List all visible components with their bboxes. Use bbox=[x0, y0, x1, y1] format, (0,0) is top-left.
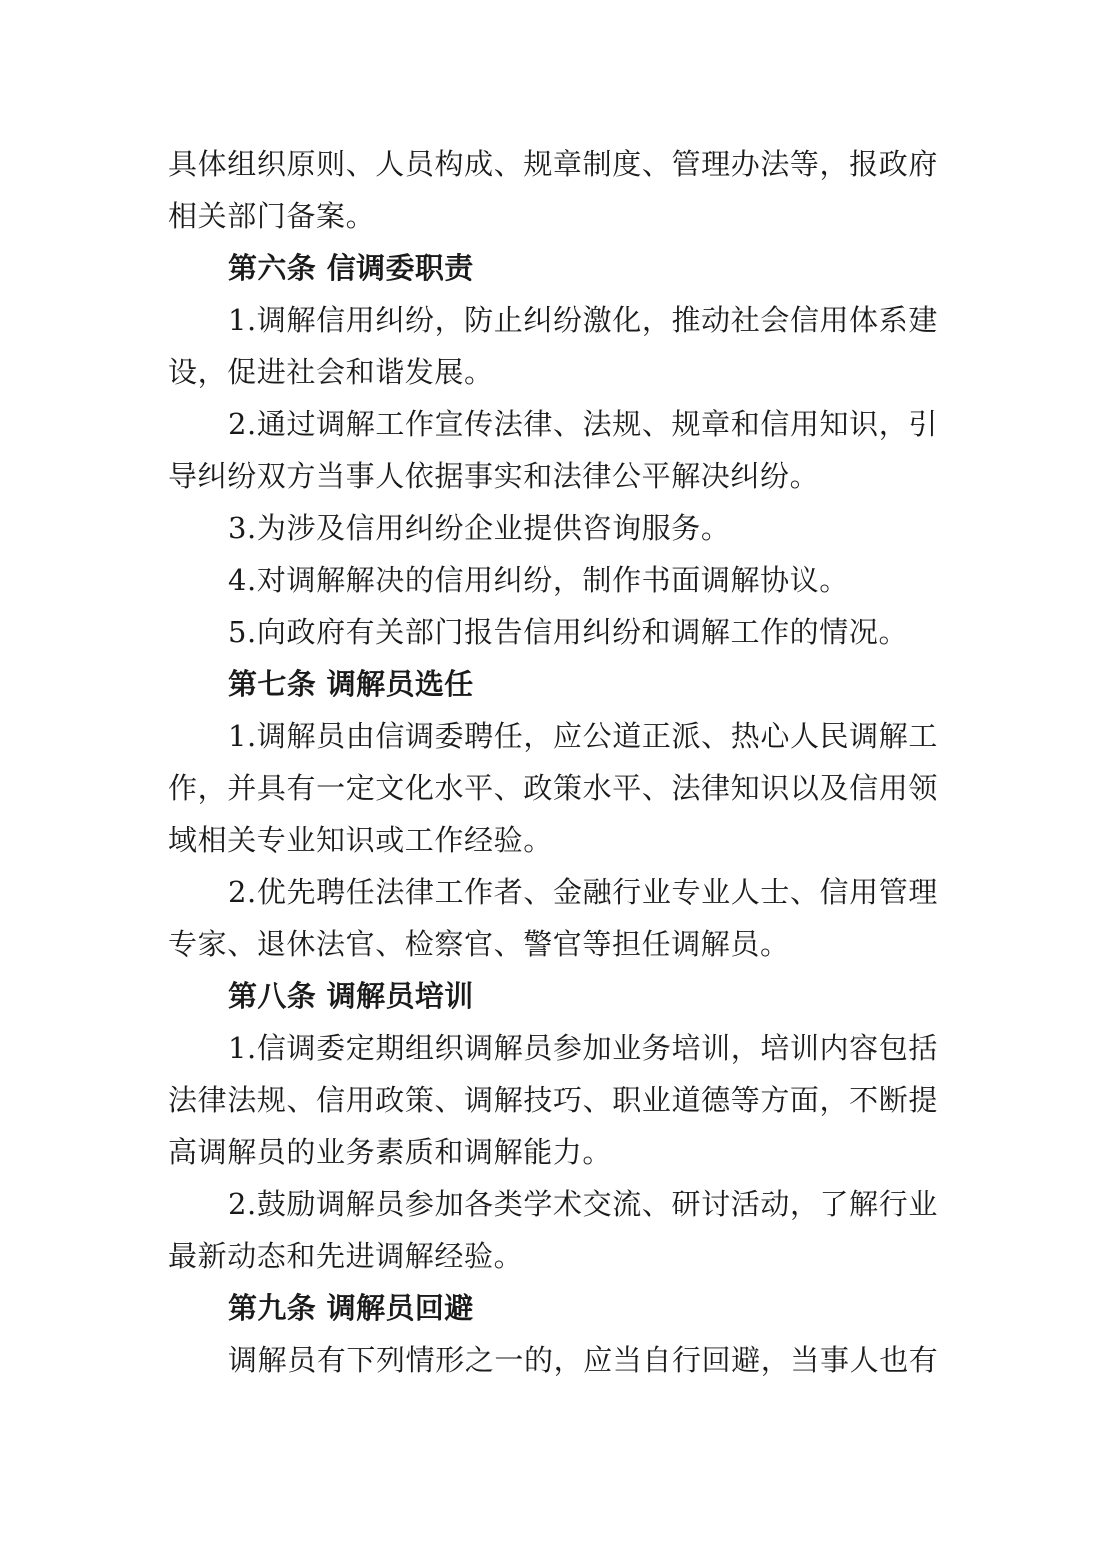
paragraph-line: 1.调解员由信调委聘任，应公道正派、热心人民调解工 bbox=[228, 719, 938, 753]
paragraph-line: 3.为涉及信用纠纷企业提供咨询服务。 bbox=[228, 511, 731, 545]
paragraph-line: 调解员有下列情形之一的，应当自行回避，当事人也有 bbox=[228, 1343, 939, 1377]
paragraph-line: 作，并具有一定文化水平、政策水平、法律知识以及信用领 bbox=[168, 771, 938, 805]
paragraph-line: 最新动态和先进调解经验。 bbox=[168, 1239, 524, 1273]
paragraph-line: 2.鼓励调解员参加各类学术交流、研讨活动，了解行业 bbox=[228, 1187, 938, 1221]
article-heading: 第九条 调解员回避 bbox=[228, 1291, 474, 1325]
paragraph-line: 专家、退休法官、检察官、警官等担任调解员。 bbox=[168, 927, 790, 961]
article-heading: 第七条 调解员选任 bbox=[228, 667, 474, 701]
paragraph-line: 2.优先聘任法律工作者、金融行业专业人士、信用管理 bbox=[228, 875, 938, 909]
paragraph-line: 高调解员的业务素质和调解能力。 bbox=[168, 1135, 613, 1169]
paragraph-line: 2.通过调解工作宣传法律、法规、规章和信用知识，引 bbox=[228, 407, 938, 441]
paragraph-line: 5.向政府有关部门报告信用纠纷和调解工作的情况。 bbox=[228, 615, 909, 649]
article-heading: 第六条 信调委职责 bbox=[228, 251, 474, 285]
paragraph-line: 设，促进社会和谐发展。 bbox=[168, 355, 494, 389]
paragraph-line: 相关部门备案。 bbox=[168, 199, 376, 233]
paragraph-line: 1.调解信用纠纷，防止纠纷激化，推动社会信用体系建 bbox=[228, 303, 938, 337]
paragraph-line: 法律法规、信用政策、调解技巧、职业道德等方面，不断提 bbox=[168, 1083, 938, 1117]
paragraph-line: 导纠纷双方当事人依据事实和法律公平解决纠纷。 bbox=[168, 459, 820, 493]
paragraph-line: 4.对调解解决的信用纠纷，制作书面调解协议。 bbox=[228, 563, 849, 597]
paragraph-line: 1.信调委定期组织调解员参加业务培训，培训内容包括 bbox=[228, 1031, 938, 1065]
paragraph-line: 具体组织原则、人员构成、规章制度、管理办法等，报政府 bbox=[168, 147, 938, 181]
article-heading: 第八条 调解员培训 bbox=[228, 979, 474, 1013]
paragraph-line: 域相关专业知识或工作经验。 bbox=[168, 823, 553, 857]
